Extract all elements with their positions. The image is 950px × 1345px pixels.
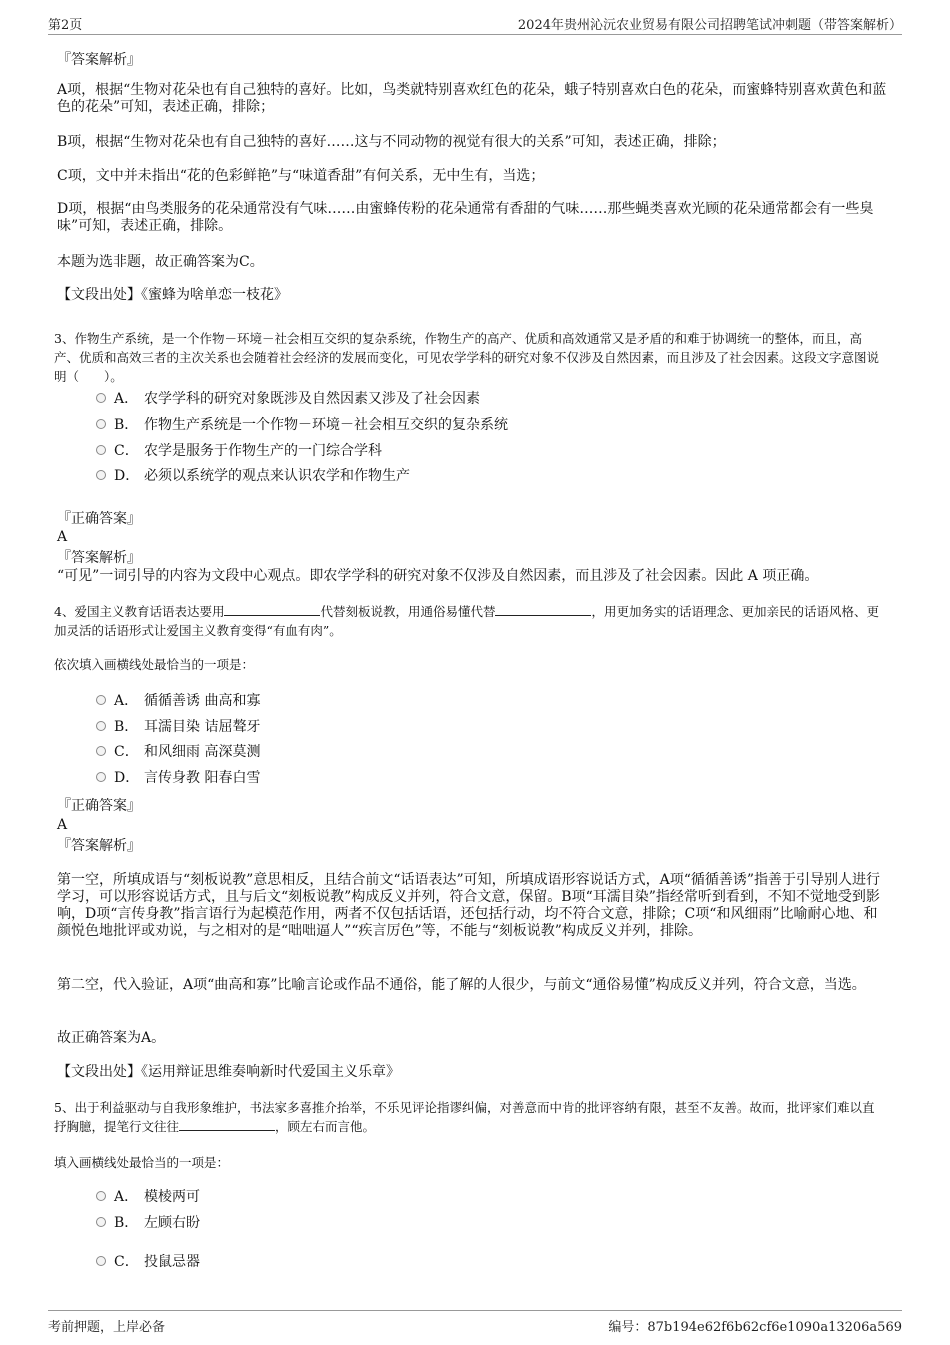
q5-option-b[interactable]: B． 左顾右盼: [96, 1213, 200, 1233]
q4-stem: 4、爱国主义教育话语表达要用 代替刻板说教，用通俗易懂代替 ，用更加务实的话语理念、更加亲民的话语风格、更加灵活的话语形式让爱国主义教育变得“有血有肉”。: [54, 604, 879, 638]
q3-option-d[interactable]: D． 必须以系统学的观点来认识农学和作物生产: [96, 466, 410, 486]
q4-analysis-para2: 第二空，代入验证，A项“曲高和寡”比喻言论或作品不通俗，能了解的人很少，与前文“通俗易懂”构成反义并列，符合文意，当选。: [57, 977, 866, 993]
q4-answer: A: [57, 817, 68, 833]
q2-analysis-label: 『答案解析』: [57, 52, 141, 68]
q4-analysis-para1: 第一空，所填成语与“刻板说教”意思相反，且结合前文“话语表达”可知，所填成语形容说话方式，A项“循循善诱”指善于引导别人进行学习，可以形容说话方式，且与后文“刻板说教”构成反义并列，符合文意，保留。B项“耳濡目染”指经常听到看到，不知不觉地受到影响，D项“言传身教”指言语行为起模范作用，两者不仅包括话语，还包括行动，均不符合文意，排除；C项“和风细雨”比喻耐心地、和颜悦色地批评或劝说，与之相对的是“咄咄逼人”“疾言厉色”等，不能与“刻板说教”构成反义并列，排除。: [57, 872, 881, 939]
q4-option-d[interactable]: D． 言传身教 阳春白雪: [96, 768, 260, 788]
q2-analysis-d: D项，根据“由鸟类服务的花朵通常没有气味……由蜜蜂传粉的花朵通常有香甜的气味……那些蝇类喜欢光顾的花朵通常都会有一些臭味”可知，表述正确，排除。: [57, 201, 874, 234]
fill-blank: [224, 603, 320, 616]
q5-option-c[interactable]: C． 投鼠忌器: [96, 1252, 200, 1272]
q5-instruction: 填入画横线处最恰当的一项是：: [54, 1155, 230, 1170]
radio-icon[interactable]: [96, 695, 106, 705]
radio-icon[interactable]: [96, 721, 106, 731]
page-footer: [48, 1310, 902, 1337]
q4-option-a[interactable]: A． 循循善诱 曲高和寡: [96, 691, 260, 711]
page-number: 第2页: [48, 18, 83, 33]
q4-instruction: 依次填入画横线处最恰当的一项是：: [54, 657, 255, 672]
radio-icon[interactable]: [96, 393, 106, 403]
q3-stem: 3、作物生产系统，是一个作物－环境－社会相互交织的复杂系统，作物生产的高产、优质和高效通常又是矛盾的和难于协调统一的整体，而且，高产、优质和高效三者的主次关系也会随着社会经济的发展而变化，可见农学学科的研究对象不仅涉及自然因素，而且涉及了社会因素。这段文字意图说明（ ）。: [54, 331, 880, 384]
q2-conclusion: 本题为选非题，故正确答案为C。: [57, 254, 264, 270]
q4-option-c[interactable]: C． 和风细雨 高深莫测: [96, 742, 260, 762]
q4-source: 【文段出处】《运用辩证思维奏响新时代爱国主义乐章》: [57, 1064, 400, 1080]
q2-source: 【文段出处】《蜜蜂为啥单恋一枝花》: [57, 287, 288, 303]
q2-analysis-c: C项，文中并未指出“花的色彩鲜艳”与“味道香甜”有何关系，无中生有，当选；: [57, 168, 545, 184]
q3-analysis: “可见”一词引导的内容为文段中心观点。即农学学科的研究对象不仅涉及自然因素，而且涉及了社会因素。因此 A 项正确。: [57, 568, 819, 584]
radio-icon[interactable]: [96, 1217, 106, 1227]
fill-blank: [495, 603, 591, 616]
q2-analysis-b: B项，根据“生物对花朵也有自己独特的喜好……这与不同动物的视觉有很大的关系”可知，表述正确，排除；: [57, 134, 726, 150]
q5-stem: 5、出于利益驱动与自我形象维护，书法家多喜推介抬举，不乐见评论指谬纠偏，对善意而中肯的批评容纳有限，甚至不友善。故而，批评家们难以直抒胸臆，提笔行文往往 ，顾左右而言他。: [54, 1100, 875, 1134]
q4-option-b[interactable]: B． 耳濡目染 诘屈聱牙: [96, 717, 260, 737]
q2-analysis-a: A项，根据“生物对花朵也有自己独特的喜好。比如，鸟类就特别喜欢红色的花朵，蛾子特别喜欢白色的花朵，而蜜蜂特别喜欢黄色和蓝色的花朵”可知，表述正确，排除；: [57, 82, 887, 115]
radio-icon[interactable]: [96, 746, 106, 756]
q4-analysis-label: 『答案解析』: [57, 838, 141, 854]
document-title: 2024年贵州沁沅农业贸易有限公司招聘笔试冲刺题（带答案解析）: [517, 18, 902, 33]
q4-conclusion: 故正确答案为A。: [57, 1030, 166, 1046]
q3-option-a[interactable]: A． 农学学科的研究对象既涉及自然因素又涉及了社会因素: [96, 389, 480, 409]
radio-icon[interactable]: [96, 1191, 106, 1201]
q3-answer-label: 『正确答案』: [57, 511, 141, 527]
radio-icon[interactable]: [96, 470, 106, 480]
footer-slogan: 考前押题，上岸必备: [48, 1320, 166, 1335]
radio-icon[interactable]: [96, 445, 106, 455]
q3-analysis-label: 『答案解析』: [57, 550, 141, 566]
q4-answer-label: 『正确答案』: [57, 798, 141, 814]
q3-option-b[interactable]: B． 作物生产系统是一个作物－环境－社会相互交织的复杂系统: [96, 415, 508, 435]
q3-answer: A: [57, 529, 68, 545]
radio-icon[interactable]: [96, 772, 106, 782]
document-code: 编号：87b194e62f6b62cf6e1090a13206a569: [608, 1320, 902, 1335]
radio-icon[interactable]: [96, 419, 106, 429]
radio-icon[interactable]: [96, 1256, 106, 1266]
q3-option-c[interactable]: C． 农学是服务于作物生产的一门综合学科: [96, 441, 382, 461]
fill-blank: [179, 1118, 275, 1131]
q5-option-a[interactable]: A． 模棱两可: [96, 1187, 200, 1207]
page-header: [48, 14, 902, 35]
